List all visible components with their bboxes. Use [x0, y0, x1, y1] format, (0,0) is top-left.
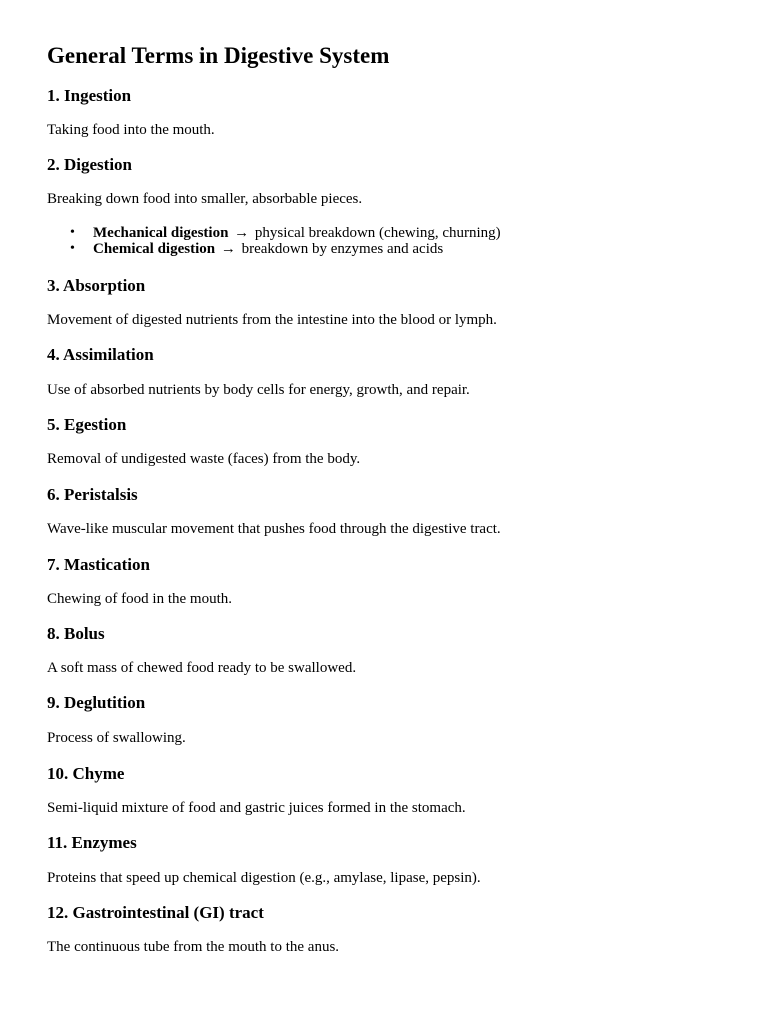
list-item [47, 241, 501, 257]
bullet-icon: • [70, 241, 75, 256]
section-text-deglutition: Process of swallowing. [47, 730, 186, 746]
section-text-egestion: Removal of undigested waste (faces) from the body. [47, 451, 361, 467]
section-text-chyme: Semi-liquid mixture of food and gastric juices formed in the stomach. [47, 800, 466, 816]
section-heading-absorption: 3. Absorption [47, 276, 146, 295]
section-heading-digestion: 2. Digestion [47, 155, 132, 174]
section-heading-chyme: 10. Chyme [47, 764, 125, 783]
bullet-description: breakdown by enzymes and acids [241, 241, 444, 257]
bullet-term: Mechanical digestion [93, 225, 229, 241]
bullet-icon: • [70, 225, 75, 240]
list-item [47, 225, 501, 241]
section-heading-mastication: 7. Mastication [47, 555, 150, 574]
section-text-bolus: A soft mass of chewed food ready to be swallowed. [47, 660, 357, 676]
section-text-mastication: Chewing of food in the mouth. [47, 591, 232, 607]
section-heading-bolus: 8. Bolus [47, 624, 105, 643]
section-heading-assimilation: 4. Assimilation [47, 345, 154, 364]
right-arrow-icon: → [220, 241, 236, 257]
section-text-ingestion: Taking food into the mouth. [47, 122, 215, 138]
section-text-gi-tract: The continuous tube from the mouth to the anus. [47, 939, 340, 955]
digestion-types-list [47, 225, 501, 257]
section-heading-enzymes: 11. Enzymes [47, 833, 137, 852]
section-heading-gi-tract: 12. Gastrointestinal (GI) tract [47, 903, 264, 922]
bullet-description: physical breakdown (chewing, churning) [254, 225, 501, 241]
document-title: General Terms in Digestive System [47, 43, 390, 68]
section-text-digestion: Breaking down food into smaller, absorbable pieces. [47, 191, 363, 207]
section-heading-peristalsis: 6. Peristalsis [47, 485, 138, 504]
section-heading-deglutition: 9. Deglutition [47, 693, 146, 712]
section-text-absorption: Movement of digested nutrients from the intestine into the blood or lymph. [47, 312, 497, 328]
section-text-enzymes: Proteins that speed up chemical digestion (e.g., amylase, lipase, pepsin). [47, 870, 481, 886]
section-heading-ingestion: 1. Ingestion [47, 86, 132, 105]
section-text-assimilation: Use of absorbed nutrients by body cells for energy, growth, and repair. [47, 382, 470, 398]
right-arrow-icon: → [234, 225, 250, 241]
section-heading-egestion: 5. Egestion [47, 415, 127, 434]
section-text-peristalsis: Wave-like muscular movement that pushes food through the digestive tract. [47, 521, 501, 537]
bullet-term: Chemical digestion [93, 241, 216, 257]
